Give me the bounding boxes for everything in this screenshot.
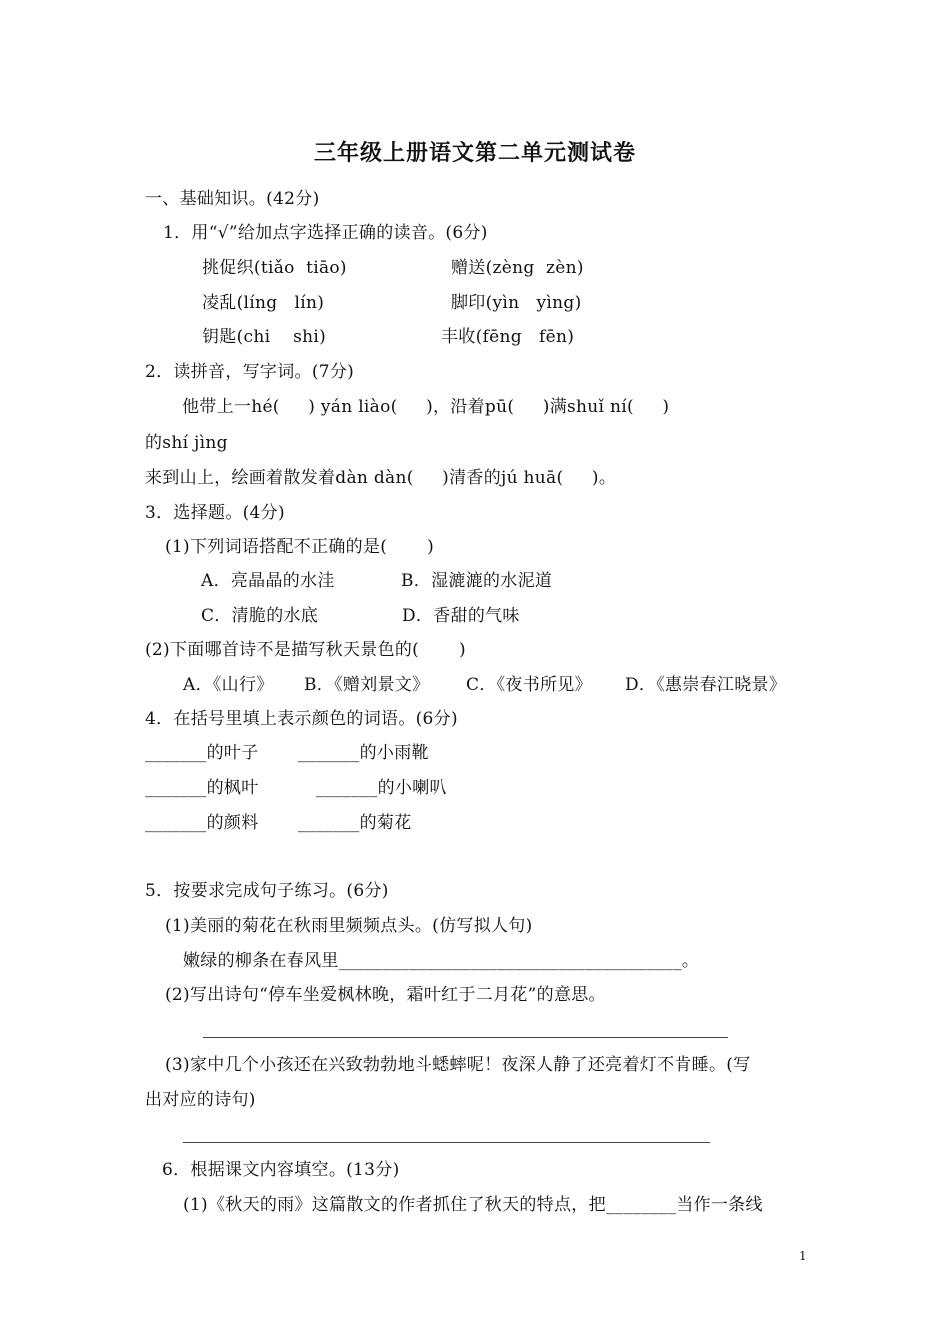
- q4-blank: _______的小喇叭: [316, 778, 447, 798]
- q1-item: 脚印(yìn yìng): [451, 293, 582, 313]
- q3-option: A．《山行》: [183, 675, 274, 695]
- answer-line: [183, 1142, 710, 1143]
- q3-option: D．香甜的气味: [402, 606, 520, 626]
- answer-line: [203, 1037, 728, 1038]
- q6-prompt: 6．根据课文内容填空。(13分): [162, 1160, 400, 1180]
- q4-blank: _______的叶子: [145, 743, 259, 763]
- q1-item: 挑促织(tiǎo tiāo): [202, 258, 347, 278]
- q1-item: 钥匙(chi shi): [202, 327, 327, 347]
- page-number: 1: [799, 1249, 807, 1263]
- q5-sub1-answer-line: 嫩绿的柳条在春风里_______________________________________。: [183, 951, 700, 971]
- page-title: 三年级上册语文第二单元测试卷: [313, 140, 636, 166]
- q1-item: 丰收(fēng fēn): [441, 327, 575, 347]
- q5-sub3: (3)家中几个小孩还在兴致勃勃地斗蟋蟀呢！夜深人静了还亮着灯不肯睡。(写: [165, 1055, 751, 1075]
- q6-sub1: (1)《秋天的雨》这篇散文的作者抓住了秋天的特点，把________当作一条线: [183, 1195, 763, 1215]
- q5-sub3-cont: 出对应的诗句): [145, 1090, 256, 1110]
- q2-line: 的shí jìng: [145, 433, 228, 453]
- q4-blank: _______的菊花: [298, 813, 412, 833]
- q4-prompt: 4．在括号里填上表示颜色的词语。(6分): [145, 709, 458, 729]
- q5-sub1: (1)美丽的菊花在秋雨里频频点头。(仿写拟人句): [165, 916, 533, 936]
- q5-sub2: (2)写出诗句“停车坐爱枫林晚，霜叶红于二月花”的意思。: [165, 985, 606, 1005]
- q4-blank: _______的枫叶: [145, 778, 259, 798]
- q3-option: D．《惠崇春江晓景》: [625, 675, 787, 695]
- q3-option: A．亮晶晶的水洼: [201, 571, 335, 591]
- q2-prompt: 2．读拼音，写字词。(7分): [145, 362, 355, 382]
- q3-option: C．清脆的水底: [201, 606, 319, 626]
- q3-prompt: 3．选择题。(4分): [145, 503, 285, 523]
- q1-prompt: 1．用“√”给加点字选择正确的读音。(6分): [163, 223, 488, 243]
- q1-item: 凌乱(líng lín): [202, 293, 325, 313]
- q1-item: 赠送(zèng zèn): [451, 258, 584, 278]
- q5-prompt: 5．按要求完成句子练习。(6分): [145, 881, 389, 901]
- q4-blank: _______的颜料: [145, 813, 259, 833]
- q4-blank: _______的小雨靴: [298, 743, 429, 763]
- q3-option: C．《夜书所见》: [466, 675, 592, 695]
- q3-option: B．《赠刘景文》: [304, 675, 430, 695]
- q2-line: 他带上一hé( ) yán liào( )，沿着pū( )满shuǐ ní( ): [182, 397, 670, 417]
- q3-sub2: (2)下面哪首诗不是描写秋天景色的( ): [145, 640, 466, 660]
- q3-sub1: (1)下列词语搭配不正确的是( ): [165, 537, 435, 557]
- q2-line: 来到山上，绘画着散发着dàn dàn( )清香的jú huā( )。: [145, 468, 617, 488]
- section-heading: 一、基础知识。(42分): [145, 189, 320, 209]
- q3-option: B．湿漉漉的水泥道: [401, 571, 553, 591]
